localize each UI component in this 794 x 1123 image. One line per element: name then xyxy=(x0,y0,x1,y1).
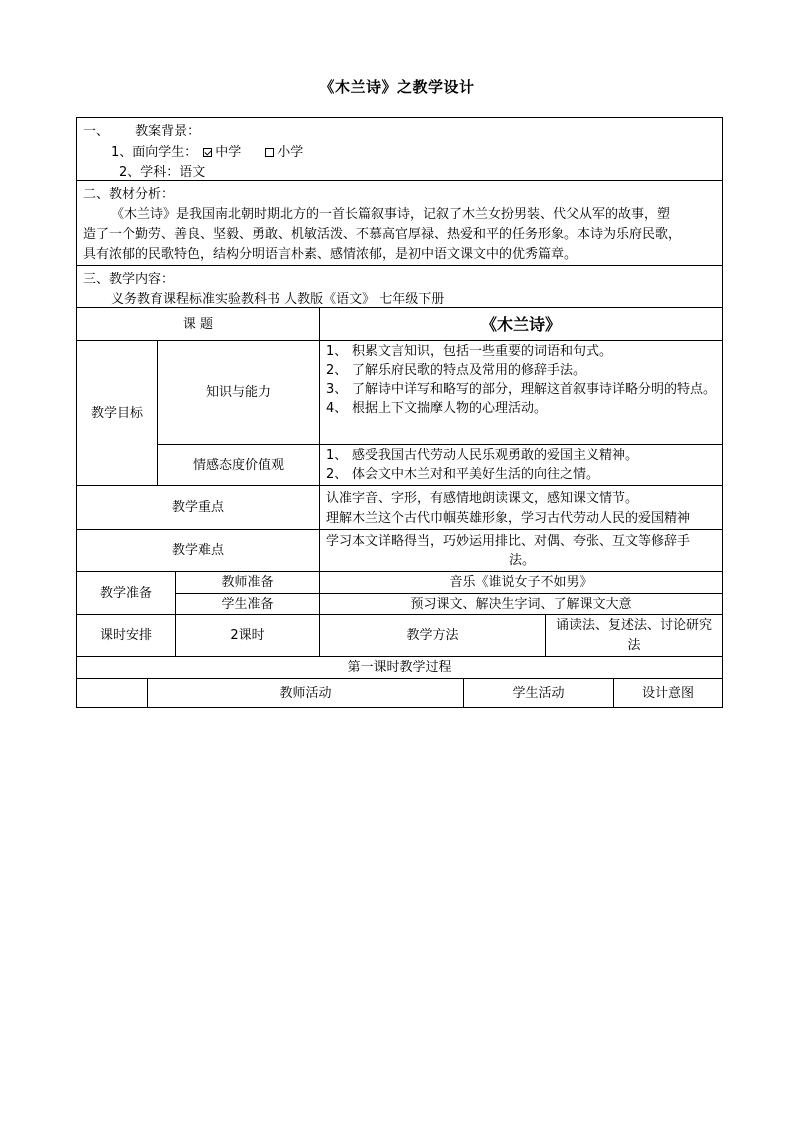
difficulty-label: 教学难点 xyxy=(76,529,320,572)
knowledge-items xyxy=(319,340,723,445)
process-blank-col xyxy=(76,678,148,708)
analysis-line-1: 《木兰诗》是我国南北朝时期北方的一首长篇叙事诗，记叙了木兰女扮男装、代父从军的故事，塑 xyxy=(111,207,671,222)
list-item: 2、 体会文中木兰对和平美好生活的向往之情。 xyxy=(326,467,600,482)
section-material-heading: 二、教材分析： xyxy=(83,187,175,202)
emotion-label: 情感态度价值观 xyxy=(157,444,320,486)
analysis-line-3: 具有浓郁的民歌特色，结构分明语言朴素、感情浓郁，是初中语文课文中的优秀篇章。 xyxy=(83,247,578,262)
section-content-heading: 三、教学内容： xyxy=(83,272,175,287)
key-point-line: 理解木兰这个古代巾帼英雄形象，学习古代劳动人民的爱国精神 xyxy=(326,511,691,526)
emotion-items xyxy=(319,444,723,486)
method-line: 法 xyxy=(627,637,641,653)
schedule-value: 2课时 xyxy=(175,614,320,657)
checkbox-unchecked-icon xyxy=(265,148,274,157)
difficulty-line: 法。 xyxy=(508,553,535,568)
prep-label: 教学准备 xyxy=(76,571,176,615)
list-item: 3、 了解诗中详写和略写的部分，理解这首叙事诗详略分明的特点。 xyxy=(326,382,717,397)
textbook-info: 义务教育课程标准实验教科书 人教版《语文》 七年级下册 xyxy=(111,292,445,307)
col-student-activity: 学生活动 xyxy=(463,678,614,708)
list-item: 4、 根据上下文揣摩人物的心理活动。 xyxy=(326,401,548,416)
section-material-analysis xyxy=(76,180,723,266)
topic-label: 课 题 xyxy=(76,307,320,341)
knowledge-label: 知识与能力 xyxy=(157,340,320,445)
option-primary-school: 小学 xyxy=(277,145,304,160)
list-item: 1、 积累文言知识，包括一些重要的词语和句式。 xyxy=(326,344,613,359)
goals-label: 教学目标 xyxy=(76,340,158,486)
method-label: 教学方法 xyxy=(319,614,546,657)
section-background xyxy=(76,117,723,181)
process-title: 第一课时教学过程 xyxy=(76,656,723,679)
list-item: 2、 了解乐府民歌的特点及常用的修辞手法。 xyxy=(326,363,587,378)
topic-value: 《木兰诗》 xyxy=(319,307,723,341)
method-line: 诵读法、复述法、讨论研究 xyxy=(555,617,712,633)
key-points-content xyxy=(319,485,723,530)
col-design-intent: 设计意图 xyxy=(613,678,723,708)
teacher-prep-value: 音乐《谁说女子不如男》 xyxy=(319,571,723,594)
difficulty-content xyxy=(319,529,723,572)
audience-label: 1、面向学生： xyxy=(111,145,198,160)
checkbox-checked-icon xyxy=(203,148,212,157)
list-item: 1、 感受我国古代劳动人民乐观勇敢的爱国主义精神。 xyxy=(326,448,639,463)
key-point-line: 认准字音、字形，有感情地朗读课文，感知课文情节。 xyxy=(326,491,639,506)
difficulty-line: 学习本文详略得当，巧妙运用排比、对偶、夸张、互文等修辞手 xyxy=(326,534,691,549)
section-background-number: 一、 xyxy=(83,124,110,139)
schedule-label: 课时安排 xyxy=(76,614,176,657)
student-prep-value: 预习课文、解决生字词、了解课文大意 xyxy=(319,593,723,615)
section-background-heading: 教案背景： xyxy=(135,124,201,139)
subject-line: 2、学科：语文 xyxy=(119,165,206,180)
teacher-prep-label: 教师准备 xyxy=(175,571,320,594)
method-value xyxy=(545,614,723,657)
option-middle-school: 中学 xyxy=(215,145,242,160)
section-teaching-content xyxy=(76,265,723,308)
student-prep-label: 学生准备 xyxy=(175,593,320,615)
col-teacher-activity: 教师活动 xyxy=(147,678,464,708)
document-title: 《木兰诗》之教学设计 xyxy=(319,78,475,96)
analysis-line-2: 造了一个勤劳、善良、坚毅、勇敢、机敏活泼、不慕高官厚禄、热爱和平的任务形象。本诗为乐府民歌， xyxy=(83,227,682,242)
key-points-label: 教学重点 xyxy=(76,485,320,530)
